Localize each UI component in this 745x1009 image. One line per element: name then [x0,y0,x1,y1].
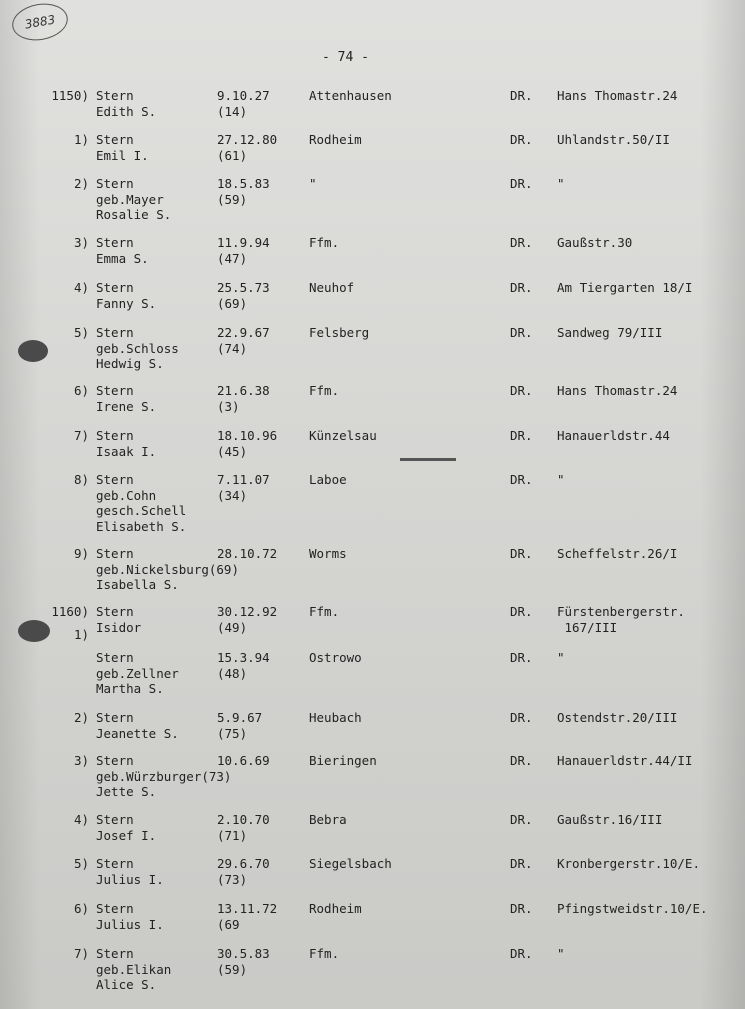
entry-birthplace: Bieringen [309,753,377,768]
entry-address: " [557,176,565,191]
entry-dr: DR. [510,383,533,398]
entry-birthplace: Siegelsbach [309,856,392,871]
entry-dr: DR. [510,472,533,487]
entry-birthplace: " [309,176,317,191]
entry-dr: DR. [510,650,533,665]
entry-birthdate: 11.9.94 (47) [217,235,270,266]
entry-dr: DR. [510,753,533,768]
entry-address: " [557,946,565,961]
entry-names: Stern Irene S. [96,383,157,414]
entry-names: Stern Isaak I. [96,428,157,459]
entry-names: Stern Josef I. [96,812,157,843]
entry-address: Hans Thomastr.24 [557,383,678,398]
entry-names: Stern geb.Schloss Hedwig S. [96,325,179,371]
entry-birthdate: 28.10.72 [217,546,278,561]
entry-birthplace: Heubach [309,710,362,725]
entry-names: Stern geb.Zellner Martha S. [96,650,179,696]
entry-number: 7) [73,428,89,443]
entry-names: Stern Julius I. [96,901,164,932]
entry-names: Stern Emil I. [96,132,149,163]
ink-blot [18,620,50,642]
entry-dr: DR. [510,235,533,250]
entry-birthdate: 21.6.38 (3) [217,383,270,414]
entry-birthplace: Ffm. [309,383,340,398]
entry-dr: DR. [510,88,533,103]
entry-number: 4) [73,280,89,295]
entry-address: Kronbergerstr.10/E. [557,856,700,871]
entry-birthdate: 10.6.69 [217,753,270,768]
entry-dr: DR. [510,176,533,191]
entry-address: Scheffelstr.26/I [557,546,678,561]
entry-birthplace: Künzelsau [309,428,377,443]
entry-birthdate: 30.12.92 (49) [217,604,278,635]
entry-number: 7) [73,946,89,961]
entry-birthdate: 9.10.27 (14) [217,88,270,119]
entry-address: Am Tiergarten 18/I [557,280,693,295]
entry-names: Stern Julius I. [96,856,164,887]
entry-number: 1160) [51,604,89,619]
entry-address: Hans Thomastr.24 [557,88,678,103]
entry-address: Sandweg 79/III [557,325,663,340]
entry-birthplace: Ffm. [309,604,340,619]
entry-birthplace: Felsberg [309,325,370,340]
entry-number: 8) [73,472,89,487]
entry-birthdate: 2.10.70 (71) [217,812,270,843]
entry-birthplace: Ostrowo [309,650,362,665]
entry-number: 6) [73,383,89,398]
page-number: - 74 - [322,50,369,65]
entry-names: Stern geb.Mayer Rosalie S. [96,176,172,222]
entry-birthplace: Laboe [309,472,347,487]
entry-names: Stern geb.Nickelsburg(69) Isabella S. [96,546,239,592]
entry-number: 3) [73,753,89,768]
entry-birthdate: 30.5.83 (59) [217,946,270,977]
entry-subnumber: 1) [73,627,89,642]
entry-birthdate: 27.12.80 (61) [217,132,278,163]
entry-dr: DR. [510,546,533,561]
entry-birthdate: 5.9.67 (75) [217,710,263,741]
entry-names: Stern geb.Würzburger(73) Jette S. [96,753,232,799]
entry-number: 9) [73,546,89,561]
entry-number: 6) [73,901,89,916]
entry-birthplace: Worms [309,546,347,561]
entry-dr: DR. [510,710,533,725]
entry-number: 5) [73,856,89,871]
entry-address: Pfingstweidstr.10/E. [557,901,708,916]
entry-names: Stern Fanny S. [96,280,157,311]
entry-number: 3) [73,235,89,250]
entry-birthplace: Rodheim [309,901,362,916]
entry-names: Stern geb.Elikan Alice S. [96,946,172,992]
entry-birthdate: 7.11.07 (34) [217,472,270,503]
entry-number: 5) [73,325,89,340]
pen-mark [400,458,456,461]
entry-number: 4) [73,812,89,827]
entry-address: Hanauerldstr.44 [557,428,670,443]
entry-birthdate: 18.10.96 (45) [217,428,278,459]
entry-dr: DR. [510,132,533,147]
entry-names: Stern Edith S. [96,88,157,119]
entry-number: 1150) [51,88,89,103]
entry-dr: DR. [510,428,533,443]
entry-birthdate: 22.9.67 (74) [217,325,270,356]
entry-birthplace: Bebra [309,812,347,827]
entry-address: Fürstenbergerstr. 167/III [557,604,685,635]
entry-birthplace: Ffm. [309,235,340,250]
ink-blot [18,340,48,362]
entry-birthplace: Rodheim [309,132,362,147]
entry-dr: DR. [510,901,533,916]
entry-birthdate: 25.5.73 (69) [217,280,270,311]
archive-stamp: 3883 [9,0,70,45]
entry-address: Gaußstr.30 [557,235,633,250]
entry-address: Uhlandstr.50/II [557,132,670,147]
entry-number: 1) [73,132,89,147]
entry-birthdate: 18.5.83 (59) [217,176,270,207]
entry-address: Hanauerldstr.44/II [557,753,693,768]
entry-birthdate: 15.3.94 (48) [217,650,270,681]
entry-dr: DR. [510,280,533,295]
entry-address: " [557,472,565,487]
entry-number: 2) [73,176,89,191]
entry-dr: DR. [510,946,533,961]
entry-dr: DR. [510,325,533,340]
entry-address: " [557,650,565,665]
entry-birthplace: Ffm. [309,946,340,961]
entry-dr: DR. [510,812,533,827]
entry-names: Stern geb.Cohn gesch.Schell Elisabeth S. [96,472,187,534]
entry-address: Gaußstr.16/III [557,812,663,827]
entry-address: Ostendstr.20/III [557,710,678,725]
entry-birthplace: Attenhausen [309,88,392,103]
entry-birthdate: 13.11.72 (69 [217,901,278,932]
entry-birthplace: Neuhof [309,280,355,295]
entry-dr: DR. [510,856,533,871]
entry-birthdate: 29.6.70 (73) [217,856,270,887]
entry-dr: DR. [510,604,533,619]
entry-names: Stern Isidor [96,604,142,635]
entry-number: 2) [73,710,89,725]
entry-names: Stern Emma S. [96,235,149,266]
entry-names: Stern Jeanette S. [96,710,179,741]
